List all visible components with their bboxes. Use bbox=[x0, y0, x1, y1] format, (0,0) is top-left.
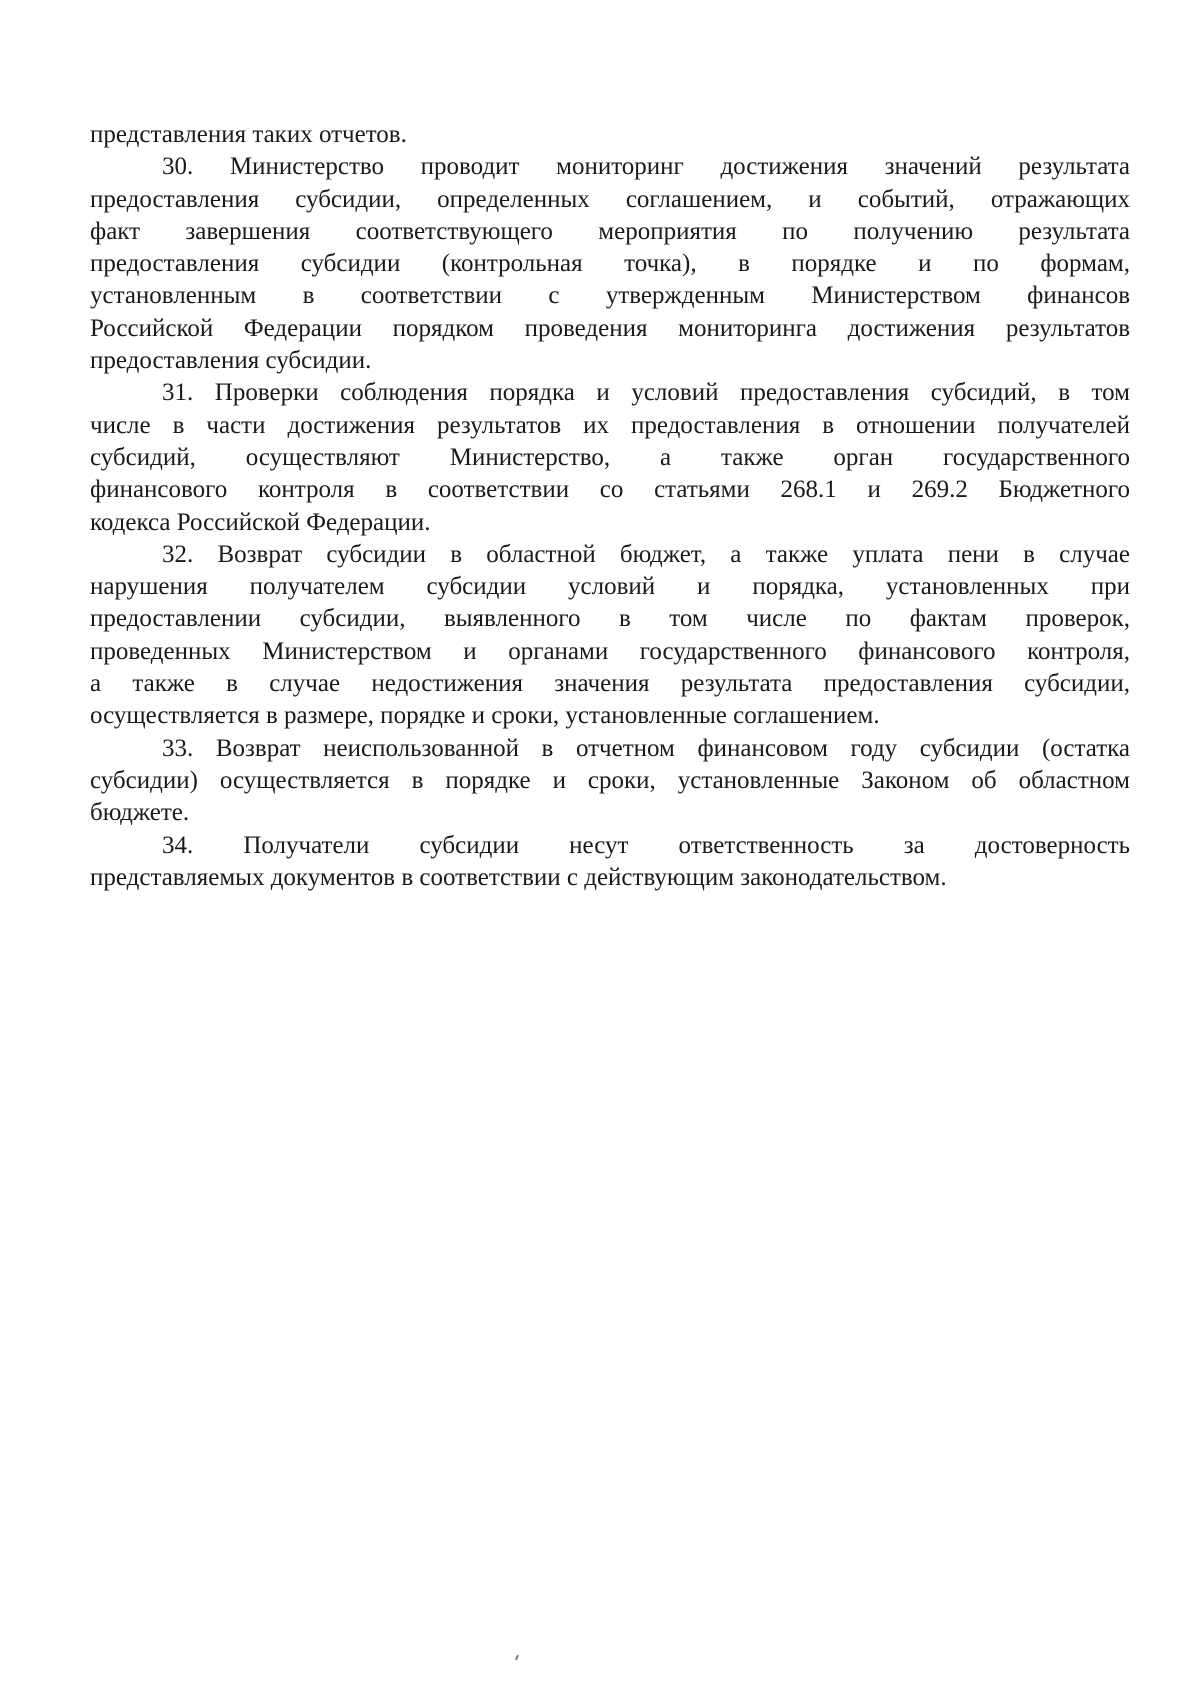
text-line: представления таких отчетов. bbox=[90, 121, 407, 148]
text-line: 31. Проверки соблюдения порядка и условий предоставления субсидий, в том bbox=[162, 379, 1130, 407]
text-line: 33. Возврат неиспользованной в отчетном финансовом году субсидии (остатка bbox=[162, 734, 1130, 762]
paragraph-p31 bbox=[90, 377, 1130, 538]
scan-artifact-mark bbox=[515, 1655, 519, 1660]
text-line: установленным в соответствии с утвержденным Министерством финансов bbox=[90, 282, 1130, 310]
text-line: кодекса Российской Федерации. bbox=[90, 508, 431, 536]
text-line: субсидии) осуществляется в порядке и сроки, установленные Законом об областном bbox=[90, 766, 1130, 794]
text-line: 30. Министерство проводит мониторинг достижения значений результата bbox=[162, 153, 1130, 181]
paragraph-p34 bbox=[90, 830, 1130, 895]
document-body bbox=[90, 119, 1130, 894]
paragraph-p32 bbox=[90, 539, 1130, 733]
text-line: финансового контроля в соответствии со статьями 268.1 и 269.2 Бюджетного bbox=[90, 476, 1130, 504]
text-line: 34. Получатели субсидии несут ответственность за достоверность bbox=[162, 831, 1130, 859]
text-line: представляемых документов в соответствии с действующим законодательством. bbox=[90, 863, 947, 891]
text-line: бюджете. bbox=[90, 799, 190, 827]
text-line: предоставления субсидии. bbox=[90, 347, 372, 375]
text-line: факт завершения соответствующего мероприятия по получению результата bbox=[90, 217, 1130, 245]
paragraph-p30 bbox=[90, 151, 1130, 377]
text-line: предоставления субсидии (контрольная точка), в порядке и по формам, bbox=[90, 250, 1130, 278]
text-line: а также в случае недостижения значения результата предоставления субсидии, bbox=[90, 670, 1130, 698]
text-line: числе в части достижения результатов их предоставления в отношении получателей bbox=[90, 411, 1130, 439]
text-line: проведенных Министерством и органами государственного финансового контроля, bbox=[90, 637, 1130, 665]
paragraph-continuation bbox=[90, 119, 1130, 151]
text-line: нарушения получателем субсидии условий и порядка, установленных при bbox=[90, 573, 1130, 601]
text-line: субсидий, осуществляют Министерство, а также орган государственного bbox=[90, 443, 1130, 471]
paragraph-p33 bbox=[90, 733, 1130, 830]
text-line: осуществляется в размере, порядке и сроки, установленные соглашением. bbox=[90, 702, 880, 730]
text-line: предоставлении субсидии, выявленного в том числе по фактам проверок, bbox=[90, 605, 1130, 633]
text-line: предоставления субсидии, определенных соглашением, и событий, отражающих bbox=[90, 185, 1130, 213]
text-line: 32. Возврат субсидии в областной бюджет, а также уплата пени в случае bbox=[162, 540, 1130, 568]
text-line: Российской Федерации порядком проведения мониторинга достижения результатов bbox=[90, 314, 1130, 342]
